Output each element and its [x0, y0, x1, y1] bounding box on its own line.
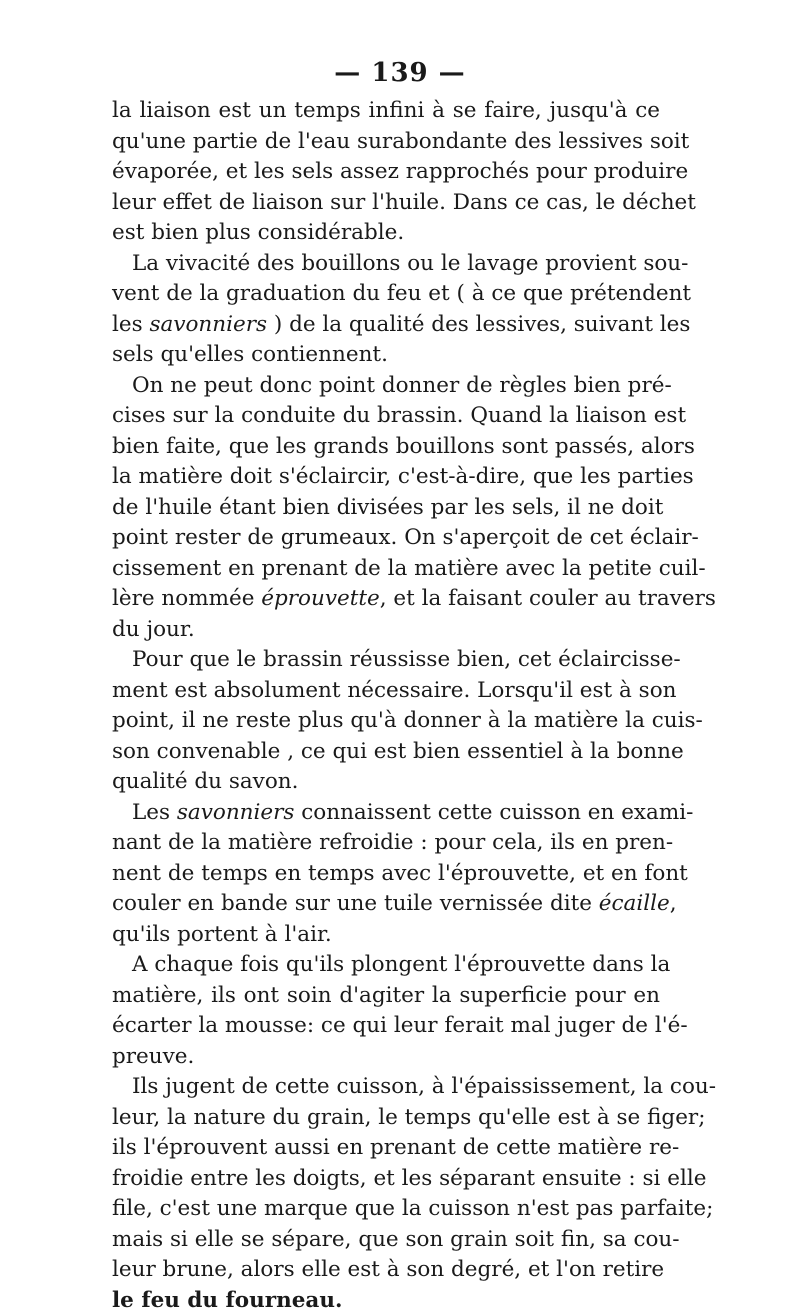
text-line: On ne peut donc point donner de règles bien pré- — [112, 371, 660, 402]
text-line: Pour que le brassin réussisse bien, cet éclaircisse- — [112, 645, 660, 676]
text-line: nent de temps en temps avec l'éprouvette, et en font — [112, 859, 660, 890]
text-line: leur, la nature du grain, le temps qu'elle est à se figer; — [112, 1103, 660, 1134]
text-line: évaporée, et les sels assez rapprochés pour produire — [112, 157, 660, 188]
text-line: sels qu'elles contiennent. — [112, 340, 660, 371]
text-line: A chaque fois qu'ils plongent l'éprouvette dans la — [112, 950, 660, 981]
text-line: nant de la matière refroidie : pour cela, ils en pren- — [112, 828, 660, 859]
text-line: son convenable , ce qui est bien essentiel à la bonne — [112, 737, 660, 768]
text-line: du jour. — [112, 615, 660, 646]
text-line: couler en bande sur une tuile vernissée dite écaille, — [112, 889, 660, 920]
text-line: les savonniers ) de la qualité des lessives, suivant les — [112, 310, 660, 341]
text-line: bien faite, que les grands bouillons sont passés, alors — [112, 432, 660, 463]
text-line: la liaison est un temps infini à se faire, jusqu'à ce — [112, 96, 660, 127]
text-line: froidie entre les doigts, et les séparant ensuite : si elle — [112, 1164, 660, 1195]
body-text — [112, 96, 660, 1316]
text-line: le feu du fourneau. — [112, 1286, 660, 1316]
text-line: mais si elle se sépare, que son grain soit fin, sa cou- — [112, 1225, 660, 1256]
text-line: matière, ils ont soin d'agiter la superficie pour en — [112, 981, 660, 1012]
text-line: preuve. — [112, 1042, 660, 1073]
text-line: écarter la mousse: ce qui leur ferait mal juger de l'é- — [112, 1011, 660, 1042]
text-line: point rester de grumeaux. On s'aperçoit de cet éclair- — [112, 523, 660, 554]
text-line: qu'une partie de l'eau surabondante des lessives soit — [112, 127, 660, 158]
text-line: qu'ils portent à l'air. — [112, 920, 660, 951]
text-line: la matière doit s'éclaircir, c'est-à-dire, que les parties — [112, 462, 660, 493]
text-line: leur brune, alors elle est à son degré, et l'on retire — [112, 1255, 660, 1286]
text-line: file, c'est une marque que la cuisson n'est pas parfaite; — [112, 1194, 660, 1225]
text-line: de l'huile étant bien divisées par les sels, il ne doit — [112, 493, 660, 524]
text-line: Les savonniers connaissent cette cuisson en exami- — [112, 798, 660, 829]
text-line: qualité du savon. — [112, 767, 660, 798]
page-number: — 139 — — [0, 58, 800, 88]
text-line: est bien plus considérable. — [112, 218, 660, 249]
text-line: leur effet de liaison sur l'huile. Dans ce cas, le déchet — [112, 188, 660, 219]
text-line: point, il ne reste plus qu'à donner à la matière la cuis- — [112, 706, 660, 737]
text-line: vent de la graduation du feu et ( à ce que prétendent — [112, 279, 660, 310]
text-line: lère nommée éprouvette, et la faisant couler au travers — [112, 584, 660, 615]
text-line: ils l'éprouvent aussi en prenant de cette matière re- — [112, 1133, 660, 1164]
text-line: cissement en prenant de la matière avec la petite cuil- — [112, 554, 660, 585]
text-line: cises sur la conduite du brassin. Quand la liaison est — [112, 401, 660, 432]
text-line: La vivacité des bouillons ou le lavage provient sou- — [112, 249, 660, 280]
text-line: ment est absolument nécessaire. Lorsqu'il est à son — [112, 676, 660, 707]
text-line: Ils jugent de cette cuisson, à l'épaississement, la cou- — [112, 1072, 660, 1103]
